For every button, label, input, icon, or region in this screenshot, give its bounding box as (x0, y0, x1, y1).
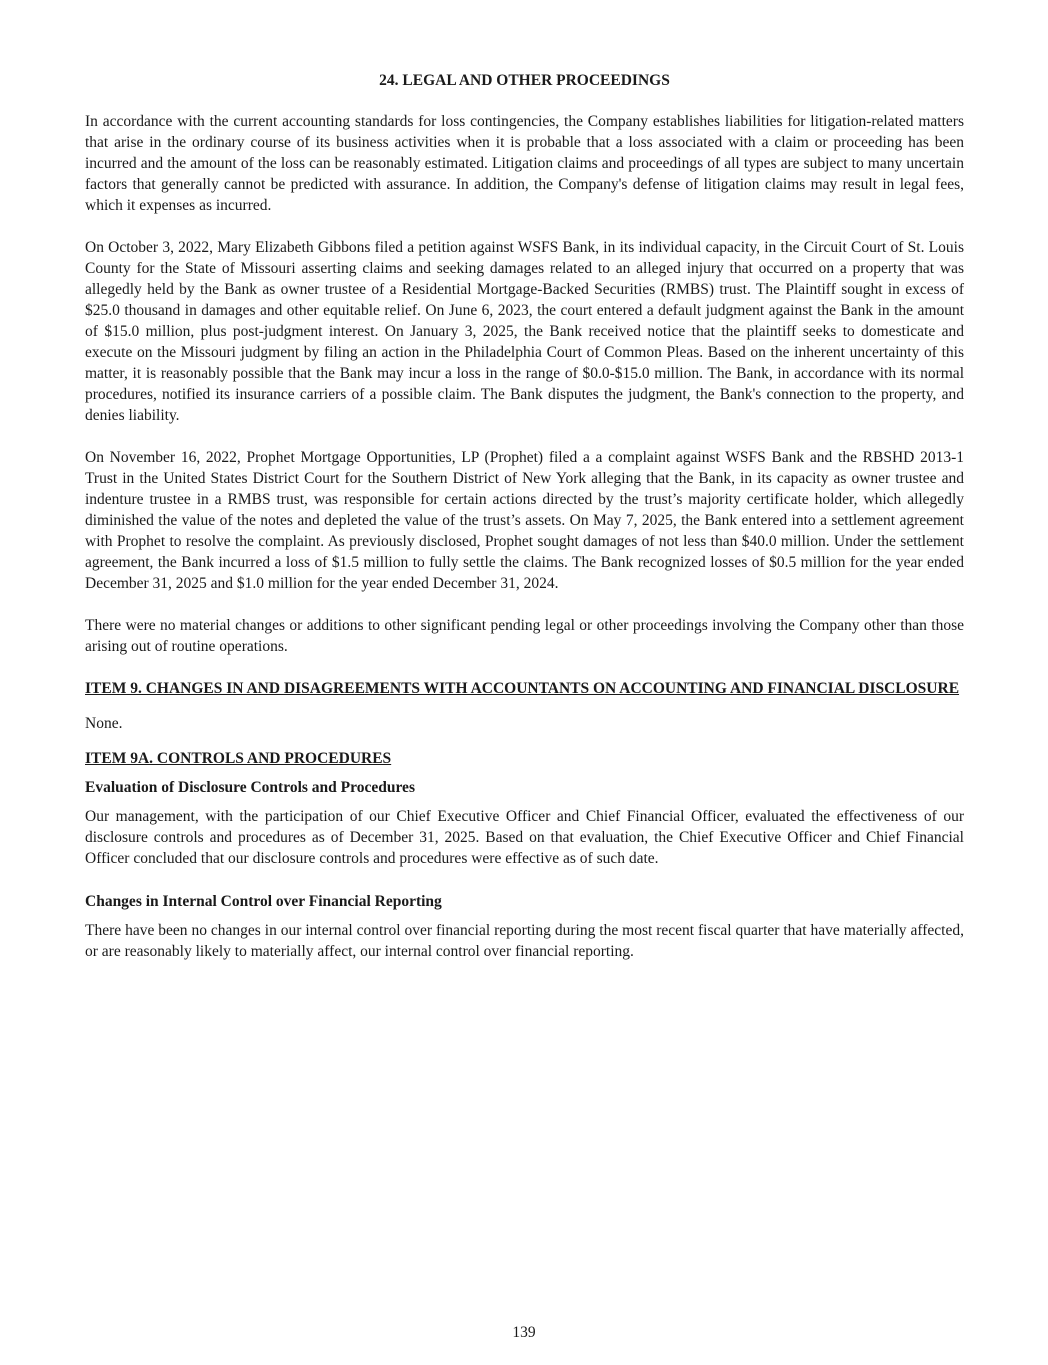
note-paragraph-prophet-complaint: On November 16, 2022, Prophet Mortgage Opportunities, LP (Prophet) filed a a complaint against WSFS Bank and the RBSHD 2013-1 Trust in the United States District Court for the Southern District of New York alleging that the Bank, in its capacity as owner trustee and indenture trustee in a RMBS trust, was responsible for certain actions directed by the trust’s majority certificate holder, which allegedly diminished the value of the notes and depleted the value of the trust’s assets. On May 7, 2025, the Bank entered into a settlement agreement with Prophet to resolve the complaint. As previously disclosed, Prophet sought damages of not less than $40.0 million. Under the settlement agreement, the Bank incurred a loss of $1.5 million to fully settle the claims. The Bank recognized losses of $0.5 million for the year ended December 31, 2025 and $1.0 million for the year ended December 31, 2024. (85, 449, 964, 592)
disclosure-controls-body: Our management, with the participation of our Chief Executive Officer and Chief Financial Officer, evaluated the effectiveness of our disclosure controls and procedures as of December 31, 2025. Based on that evaluation, the Chief Executive Officer and Chief Financial Officer concluded that our disclosure controls and procedures were effective as of such date. (85, 808, 964, 867)
item9-heading: ITEM 9. CHANGES IN AND DISAGREEMENTS WITH ACCOUNTANTS ON ACCOUNTING AND FINANCIAL DISCLOSURE (85, 680, 960, 697)
internal-control-body: There have been no changes in our internal control over financial reporting during the most recent fiscal quarter that have materially affected, or are reasonably likely to materially affect, our internal control over financial reporting. (85, 922, 964, 960)
item9-body: None. (85, 715, 123, 732)
internal-control-subheading: Changes in Internal Control over Financial Reporting (85, 893, 442, 910)
document-page (85, 70, 964, 983)
note-heading: 24. LEGAL AND OTHER PROCEEDINGS (379, 72, 670, 89)
page-number: 139 (512, 1324, 536, 1341)
note-paragraph-loss-contingencies: In accordance with the current accounting standards for loss contingencies, the Company establishes liabilities for litigation-related matters that arise in the ordinary course of its business activities when it is probable that a loss associated with a claim or proceeding has been incurred and the amount of the loss can be reasonably estimated. Litigation claims and proceedings of all types are subject to many uncertain factors that generally cannot be predicted with assurance. In addition, the Company's defense of litigation claims may result in legal fees, which it expenses as incurred. (85, 113, 964, 214)
note-paragraph-no-material-changes: There were no material changes or additions to other significant pending legal or other proceedings involving the Company other than those arising out of routine operations. (85, 617, 964, 655)
disclosure-controls-subheading: Evaluation of Disclosure Controls and Procedures (85, 779, 415, 796)
note-paragraph-gibbons-petition: On October 3, 2022, Mary Elizabeth Gibbons filed a petition against WSFS Bank, in its individual capacity, in the Circuit Court of St. Louis County for the State of Missouri asserting claims and seeking damages related to an alleged injury that occurred on a property that was allegedly held by the Bank as owner trustee of a Residential Mortgage-Backed Securities (RMBS) trust. The Plaintiff sought in excess of $25.0 thousand in damages and other equitable relief. On June 6, 2023, the court entered a default judgment against the Bank in the amount of $15.0 million, plus post-judgment interest. On January 3, 2025, the Bank received notice that the plaintiff seeks to domesticate and execute on the Missouri judgment by filing an action in the Philadelphia Court of Common Pleas. Based on the inherent uncertainty of this matter, it is reasonably possible that the Bank may incur a loss in the range of $0.0-$15.0 million. The Bank, in accordance with its normal procedures, notified its insurance carriers of a possible claim. The Bank disputes the judgment, the Bank's connection to the property, and denies liability. (85, 239, 964, 424)
item9a-heading: ITEM 9A. CONTROLS AND PROCEDURES (85, 750, 392, 767)
